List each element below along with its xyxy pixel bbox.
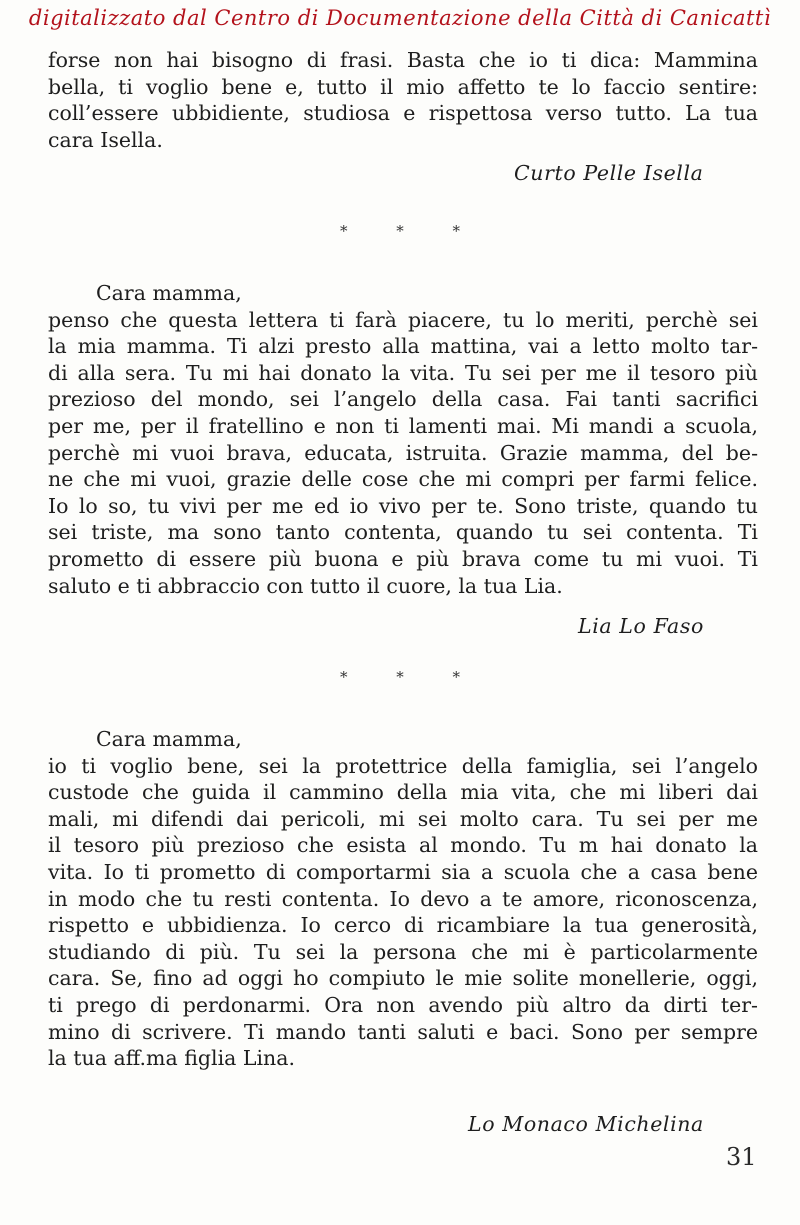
letter-3-line: mino di scrivere. Ti mando tanti saluti e baci. Sono per sempre bbox=[48, 1019, 758, 1044]
letter-1-body bbox=[48, 47, 758, 153]
letter-1-line: coll’essere ubbidiente, studiosa e rispettosa verso tutto. La tua bbox=[48, 101, 758, 126]
letter-2-body bbox=[48, 280, 758, 599]
letter-2-line: penso che questa lettera ti farà piacere, tu lo meriti, perchè sei bbox=[48, 307, 758, 332]
letter-3-salutation: Cara mamma, bbox=[96, 727, 242, 751]
digitization-watermark: digitalizzato dal Centro di Documentazione della Città di Canicattì bbox=[28, 6, 772, 30]
letter-3-line: cara. Se, fino ad oggi ho compiuto le mie solite monellerie, oggi, bbox=[48, 966, 758, 991]
letter-2-line: perchè mi vuoi brava, educata, istruita. Grazie mamma, del be- bbox=[48, 440, 758, 465]
letter-2-signature: Lia Lo Faso bbox=[578, 614, 704, 638]
letter-3-line: in modo che tu resti contenta. Io devo a te amore, riconoscenza, bbox=[48, 886, 758, 911]
letter-3-line: vita. Io ti prometto di comportarmi sia a scuola che a casa bene bbox=[48, 859, 758, 884]
section-separator-2: * * * bbox=[339, 668, 483, 686]
letter-2-line: la mia mamma. Ti alzi presto alla mattina, vai a letto molto tar- bbox=[48, 334, 758, 359]
letter-2-line: per me, per il fratellino e non ti lamenti mai. Mi mandi a scuola, bbox=[48, 413, 758, 438]
letter-3-body bbox=[48, 726, 758, 1072]
letter-2-line: Io lo so, tu vivi per me ed io vivo per te. Sono triste, quando tu bbox=[48, 493, 758, 518]
letter-2-line: prezioso del mondo, sei l’angelo della casa. Fai tanti sacrifici bbox=[48, 387, 758, 412]
letter-3-line: mali, mi difendi dai pericoli, mi sei molto cara. Tu sei per me bbox=[48, 806, 758, 831]
letter-2-line: saluto e ti abbraccio con tutto il cuore, la tua Lia. bbox=[48, 573, 563, 598]
letter-2-line: sei triste, ma sono tanto contenta, quando tu sei contenta. Ti bbox=[48, 520, 758, 545]
section-separator-1: * * * bbox=[339, 222, 483, 240]
letter-3-line: il tesoro più prezioso che esista al mondo. Tu m hai donato la bbox=[48, 833, 758, 858]
letter-2-line: di alla sera. Tu mi hai donato la vita. Tu sei per me il tesoro più bbox=[48, 360, 758, 385]
letter-3-line: studiando di più. Tu sei la persona che mi è particolarmente bbox=[48, 939, 758, 964]
letter-1-line: forse non hai bisogno di frasi. Basta che io ti dica: Mammina bbox=[48, 48, 758, 72]
letter-3-line: custode che guida il cammino della mia vita, che mi liberi dai bbox=[48, 780, 758, 805]
letter-2-line: prometto di essere più buona e più brava come tu mi vuoi. Ti bbox=[48, 546, 758, 571]
letter-2-line: ne che mi vuoi, grazie delle cose che mi compri per farmi felice. bbox=[48, 467, 758, 492]
letter-1-signature: Curto Pelle Isella bbox=[514, 161, 704, 185]
page-number: 31 bbox=[726, 1143, 757, 1171]
letter-1-line: bella, ti voglio bene e, tutto il mio affetto te lo faccio sentire: bbox=[48, 74, 758, 99]
letter-1-line: cara Isella. bbox=[48, 127, 163, 152]
letter-3-line: ti prego di perdonarmi. Ora non avendo più altro da dirti ter- bbox=[48, 992, 758, 1017]
letter-3-line: rispetto e ubbidienza. Io cerco di ricambiare la tua generosità, bbox=[48, 913, 758, 938]
letter-3-line: la tua aff.ma figlia Lina. bbox=[48, 1046, 295, 1071]
letter-3-line: io ti voglio bene, sei la protettrice della famiglia, sei l’angelo bbox=[48, 753, 758, 778]
letter-3-signature: Lo Monaco Michelina bbox=[468, 1112, 704, 1136]
letter-2-salutation: Cara mamma, bbox=[96, 281, 242, 305]
